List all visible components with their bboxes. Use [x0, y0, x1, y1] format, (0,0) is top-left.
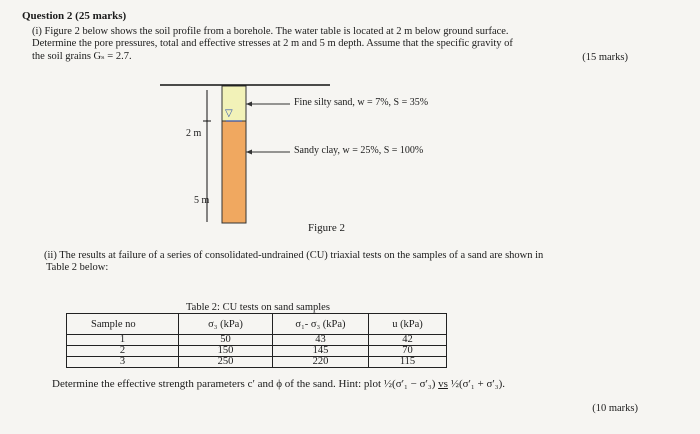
cell-sample: 2: [67, 346, 179, 357]
cell-u: 115: [369, 357, 447, 368]
cell-sigma3: 250: [179, 357, 273, 368]
cell-sample: 1: [67, 335, 179, 346]
layer-1-label: Fine silty sand, w = 7%, S = 35%: [294, 97, 429, 108]
hint-formula-a: ½(σ′₁ − σ′₃): [383, 378, 436, 390]
cell-deviator: 145: [273, 346, 369, 357]
header-sample-no: Sample no: [67, 314, 179, 335]
cell-sigma3: 150: [179, 346, 273, 357]
layer-2-label: Sandy clay, w = 25%, S = 100%: [294, 145, 424, 156]
layer-2-arrow: [246, 150, 252, 155]
cell-deviator: 220: [273, 357, 369, 368]
table-caption: Table 2: CU tests on sand samples: [186, 302, 330, 313]
part-i-marks: (15 marks): [582, 52, 628, 63]
clay-layer: [222, 121, 246, 223]
part-i-line-1: (i) Figure 2 below shows the soil profile from a borehole. The water table is located at 2 m below ground surface.: [32, 26, 509, 37]
part-i-line-3: the soil grains Gₛ = 2.7.: [32, 51, 132, 62]
cell-sample: 3: [67, 357, 179, 368]
part-ii-marks: (10 marks): [592, 403, 638, 414]
depth-label-2m: 2 m: [186, 128, 202, 139]
water-table-icon: ▽: [225, 108, 233, 119]
cell-sigma3: 50: [179, 335, 273, 346]
cell-deviator: 43: [273, 335, 369, 346]
depth-label-5m: 5 m: [194, 195, 210, 206]
part-ii-line-1: (ii) The results at failure of a series of consolidated-undrained (CU) triaxial tests on the samples of a sand are shown in: [44, 250, 544, 261]
hint-prefix: Determine the effective strength parameters c′ and ϕ of the sand. Hint: plot: [52, 378, 384, 390]
cu-test-table: [66, 313, 447, 368]
header-sigma3: σ₃ (kPa): [179, 314, 273, 335]
part-i-line-2: Determine the pore pressures, total and effective stresses at 2 m and 5 m depth. Assume that the specific gravity of: [32, 38, 513, 49]
hint-line: [52, 378, 505, 390]
table-row: [67, 335, 447, 346]
cell-u: 70: [369, 346, 447, 357]
hint-formula-b: ½(σ′₁ + σ′₃).: [450, 378, 506, 390]
header-pore-pressure: u (kPa): [369, 314, 447, 335]
table-header-row: [67, 314, 447, 335]
question-title: Question 2 (25 marks): [22, 10, 127, 22]
figure-caption: Figure 2: [308, 222, 345, 234]
part-ii-line-2: Table 2 below:: [46, 262, 109, 273]
header-deviator-stress: σ₁- σ₃ (kPa): [273, 314, 369, 335]
cell-u: 42: [369, 335, 447, 346]
hint-vs: vs: [438, 378, 448, 390]
table-row: [67, 346, 447, 357]
layer-1-arrow: [246, 102, 252, 107]
table-row: [67, 357, 447, 368]
